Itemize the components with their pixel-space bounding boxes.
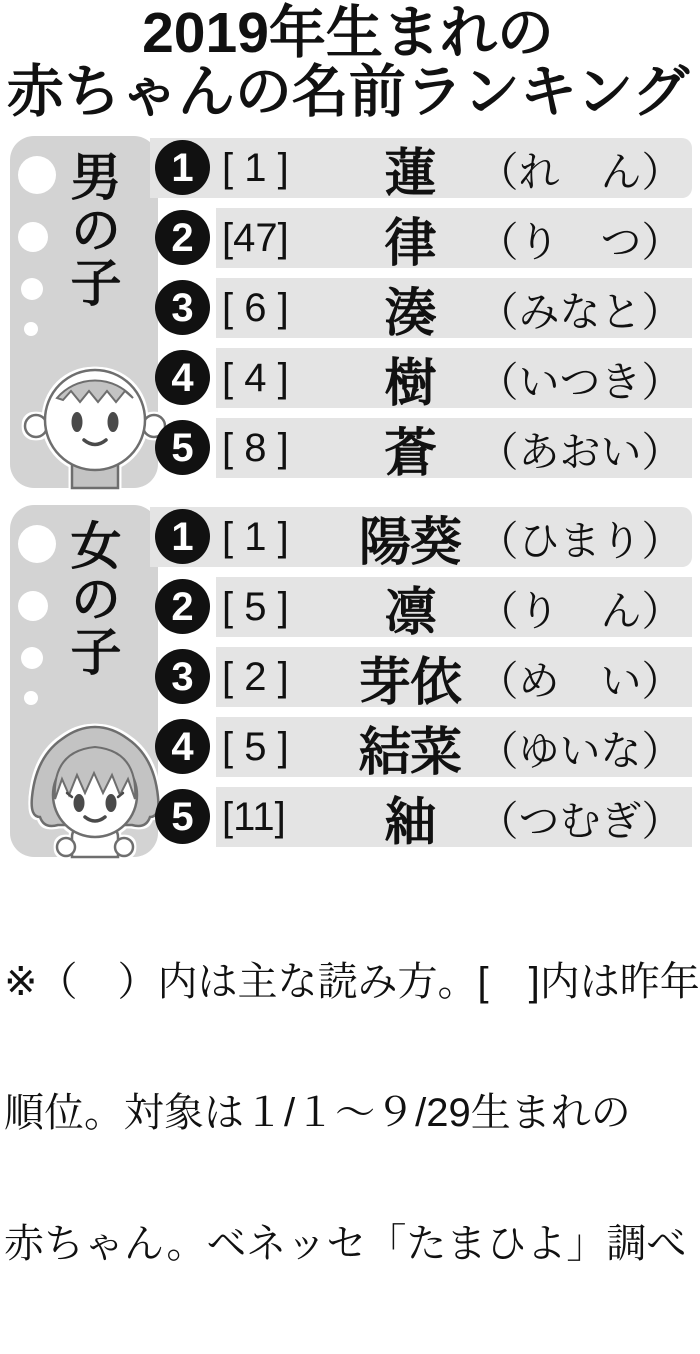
previous-rank: [ 5 ] bbox=[222, 724, 289, 769]
page-title bbox=[0, 1, 696, 125]
name-reading: （り ん） bbox=[477, 587, 683, 634]
previous-rank: [ 6 ] bbox=[222, 285, 289, 330]
name-reading: （みなと） bbox=[477, 288, 683, 335]
rank-badge: 2 bbox=[155, 579, 210, 634]
name-reading: （つむぎ） bbox=[477, 797, 683, 844]
rank-badge: 3 bbox=[155, 280, 210, 335]
rank-badge: 1 bbox=[155, 509, 210, 564]
section-girls bbox=[0, 503, 696, 859]
boys-rank-row-1 bbox=[0, 138, 696, 203]
rank-badge: 4 bbox=[155, 719, 210, 774]
baby-name: 結菜 bbox=[358, 723, 461, 782]
girls-rank-row-1 bbox=[0, 507, 696, 572]
baby-name: 凛 bbox=[384, 583, 436, 642]
name-reading: （め い） bbox=[477, 657, 683, 704]
rank-badge: 1 bbox=[155, 140, 210, 195]
baby-name: 陽葵 bbox=[358, 513, 461, 572]
title-line-1: 2019年生まれの bbox=[142, 1, 554, 65]
previous-rank: [ 1 ] bbox=[222, 145, 289, 190]
boys-rank-row-3 bbox=[0, 278, 696, 343]
baby-name: 紬 bbox=[384, 793, 436, 852]
name-reading: （あおい） bbox=[477, 428, 683, 475]
rank-badge: 5 bbox=[155, 420, 210, 475]
rank-badge: 3 bbox=[155, 649, 210, 704]
previous-rank: [ 1 ] bbox=[222, 514, 289, 559]
name-reading: （ゆいな） bbox=[477, 727, 683, 774]
footnote-line-3: 赤ちゃん。ベネッセ「たまひよ」調べ bbox=[4, 1221, 687, 1266]
girls-rank-row-3 bbox=[0, 647, 696, 712]
rank-badge: 5 bbox=[155, 789, 210, 844]
name-reading: （り つ） bbox=[477, 218, 683, 265]
previous-rank: [ 8 ] bbox=[222, 425, 289, 470]
baby-name: 芽依 bbox=[358, 653, 461, 712]
name-reading: （ひまり） bbox=[477, 517, 683, 564]
previous-rank: [ 5 ] bbox=[222, 584, 289, 629]
boys-rank-row-5 bbox=[0, 418, 696, 483]
baby-name: 樹 bbox=[384, 354, 436, 413]
baby-name: 律 bbox=[384, 214, 436, 273]
boys-rank-row-2 bbox=[0, 208, 696, 273]
girls-section-label: 女の子 bbox=[63, 519, 120, 678]
name-reading: （れ ん） bbox=[477, 148, 683, 195]
previous-rank: [ 4 ] bbox=[222, 355, 289, 400]
footnote-line-2: 順位。対象は１/１～９/29生まれの bbox=[4, 1090, 631, 1135]
previous-rank: [11] bbox=[222, 794, 286, 839]
section-boys bbox=[0, 134, 696, 490]
rank-badge: 4 bbox=[155, 350, 210, 405]
girls-rank-row-4 bbox=[0, 717, 696, 782]
girls-rank-row-5 bbox=[0, 787, 696, 852]
rank-badge: 2 bbox=[155, 210, 210, 265]
name-reading: （いつき） bbox=[477, 358, 683, 405]
baby-name: 蒼 bbox=[384, 424, 436, 483]
baby-name: 蓮 bbox=[384, 144, 436, 203]
boys-rank-row-4 bbox=[0, 348, 696, 413]
title-line-2: 赤ちゃんの名前ランキング bbox=[6, 60, 690, 125]
footnote bbox=[4, 874, 700, 1354]
boys-section-label: 男の子 bbox=[63, 150, 120, 309]
footnote-line-1: ※（ ）内は主な読み方。[ ]内は昨年 bbox=[4, 960, 700, 1005]
baby-name: 湊 bbox=[384, 284, 436, 343]
previous-rank: [ 2 ] bbox=[222, 654, 289, 699]
girls-rank-row-2 bbox=[0, 577, 696, 642]
previous-rank: [47] bbox=[222, 215, 289, 260]
